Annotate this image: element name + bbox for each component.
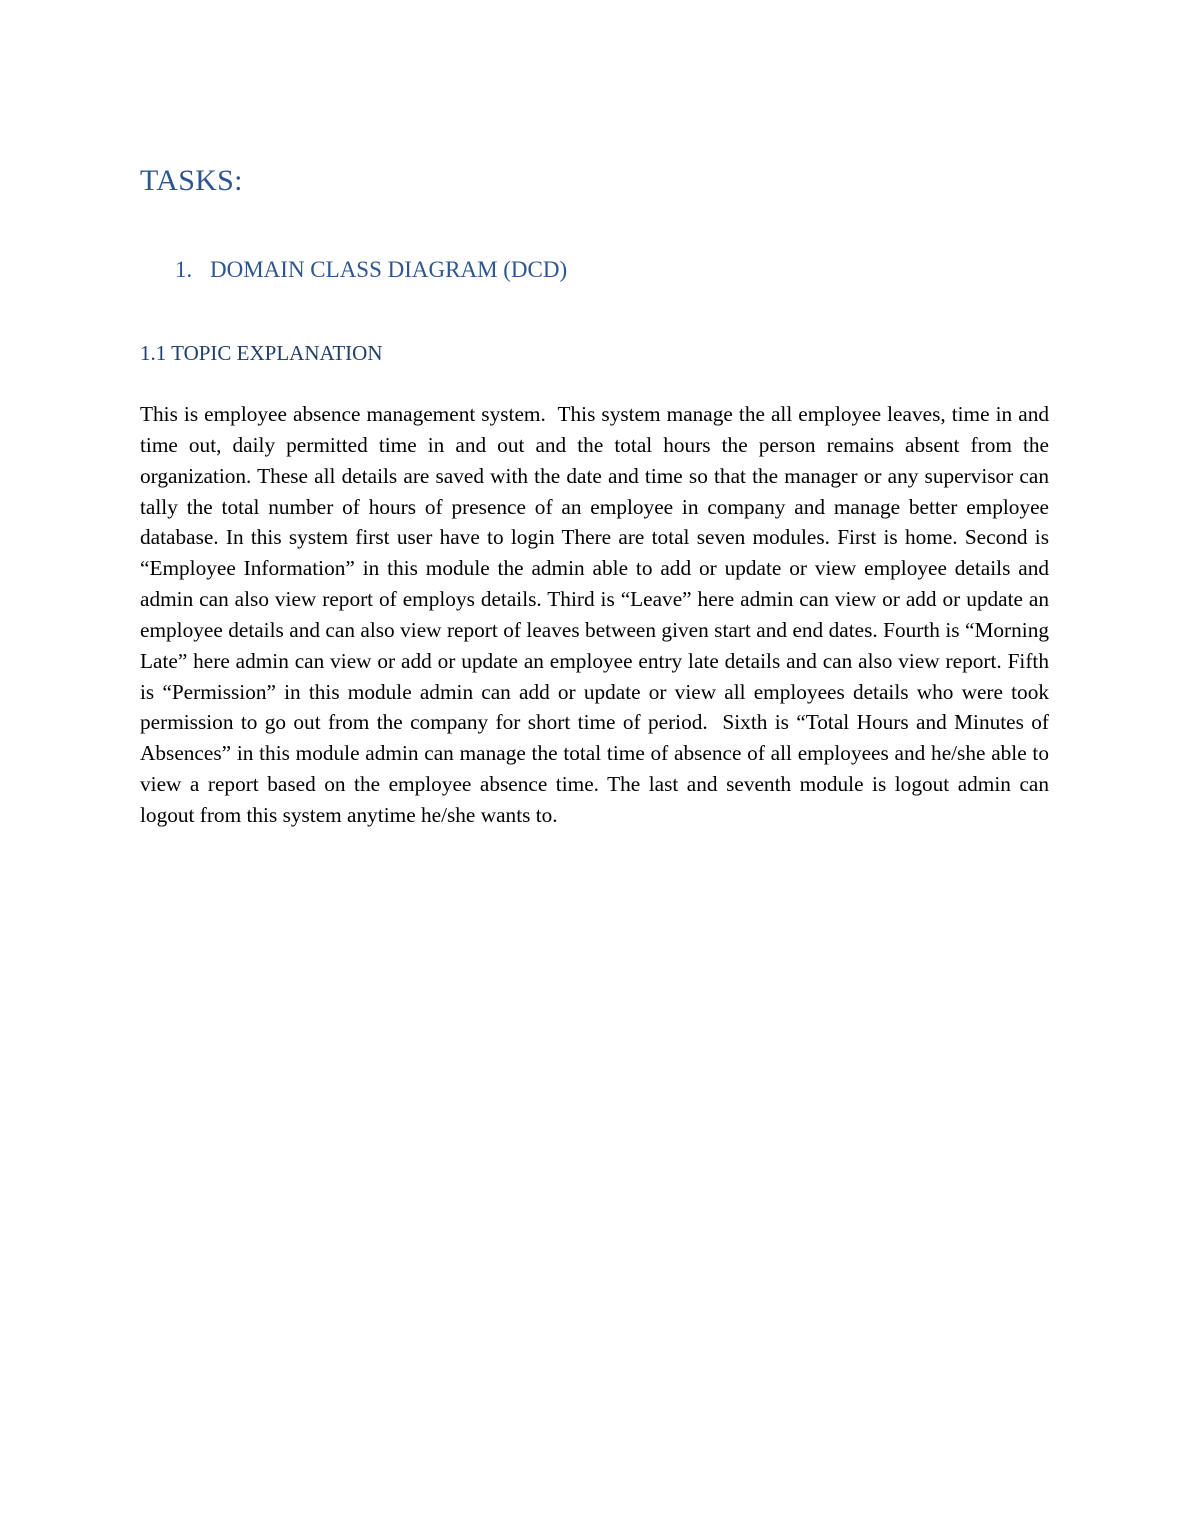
page-title: TASKS: — [140, 164, 243, 197]
section-heading-label: DOMAIN CLASS DIAGRAM (DCD) — [210, 257, 568, 282]
section-heading — [175, 255, 567, 285]
subsection-heading: 1.1 TOPIC EXPLANATION — [140, 341, 383, 365]
topic-explanation-paragraph: This is employee absence management system. This system manage the all employee leaves, time in and time out, daily permitted time in and out and the total hours the person remains absent from the organization. These all details are saved with the date and time so that the manager or any supervisor can tally the total number of hours of presence of an employee in company and manage better employee database. In this system first user have to login There are total seven modules. First is home. Second is “Employee Information” in this module the admin able to add or update or view employee details and admin can also view report of employs details. Third is “Leave” here admin can view or add or update an employee details and can also view report of leaves between given start and end dates. Fourth is “Morning Late” here admin can view or add or update an employee entry late details and can also view report. Fifth is “Permission” in this module admin can add or update or view all employees details who were took permission to go out from the company for short time of period. Sixth is “Total Hours and Minutes of Absences” in this module admin can manage the total time of absence of all employees and he/she able to view a report based on the employee absence time. The last and seventh module is logout admin can logout from this system anytime he/she wants to. — [140, 402, 1055, 827]
section-number: 1. — [175, 257, 193, 282]
